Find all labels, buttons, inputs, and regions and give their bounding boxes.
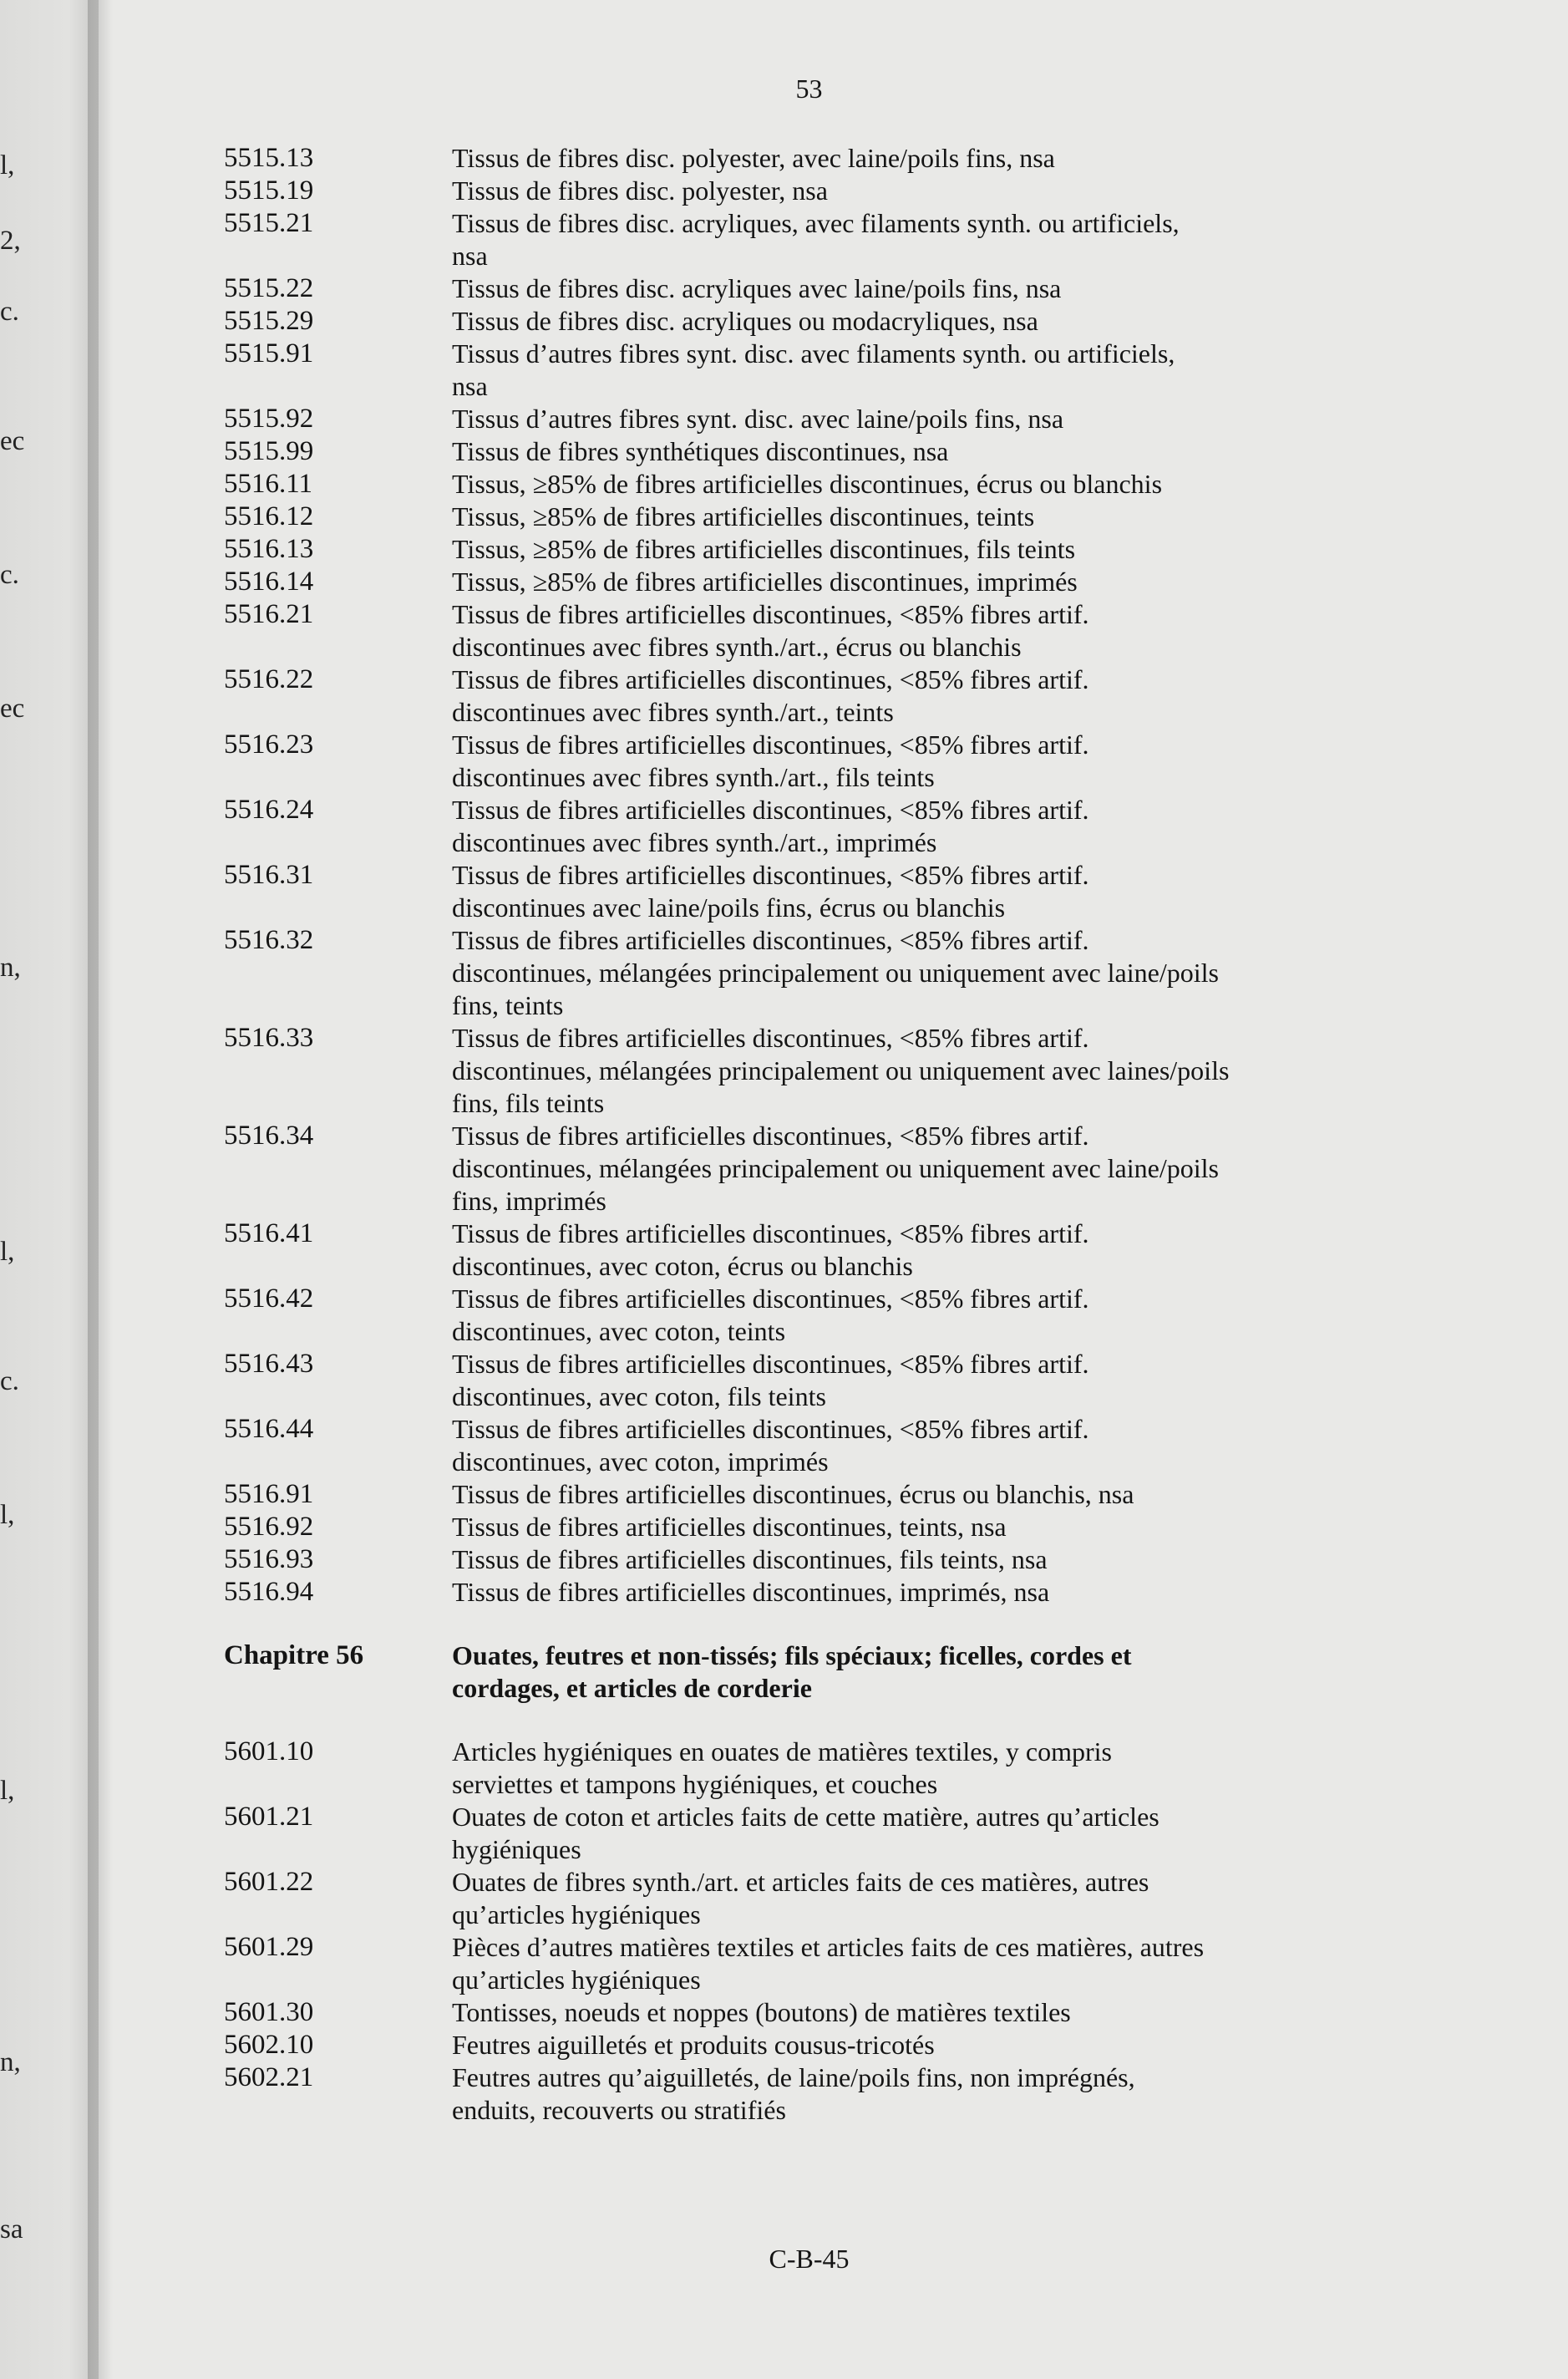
tariff-code: 5516.11: [224, 469, 313, 499]
tariff-entry: [224, 272, 1343, 305]
description-line: qu’articles hygiéniques: [452, 1965, 701, 1995]
tariff-code: 5516.31: [224, 860, 314, 890]
description-line: Tissus de fibres artificielles discontinues, <85% fibres artif.: [452, 795, 1089, 825]
tariff-entry: [224, 1478, 1343, 1511]
description-line: Tissus de fibres artificielles discontinues, <85% fibres artif.: [452, 1349, 1089, 1379]
gutter-fragment: 2,: [0, 226, 21, 256]
tariff-description: [452, 501, 1343, 533]
description-line: discontinues, avec coton, écrus ou blanchis: [452, 1251, 913, 1281]
description-line: discontinues, mélangées principalement ou uniquement avec laine/poils: [452, 1153, 1219, 1183]
description-line: Tissus de fibres artificielles discontinues, <85% fibres artif.: [452, 729, 1089, 760]
tariff-entry: [224, 2061, 1343, 2127]
tariff-entry: [224, 501, 1343, 533]
description-line: Tissus de fibres artificielles discontinues, <85% fibres artif.: [452, 599, 1089, 629]
tariff-entry: [224, 598, 1343, 663]
tariff-entry: [224, 468, 1343, 501]
tariff-code: 5516.13: [224, 534, 314, 564]
tariff-description: [452, 1022, 1343, 1120]
tariff-description: [452, 207, 1343, 272]
description-line: Tissus de fibres artificielles discontinues, <85% fibres artif.: [452, 1284, 1089, 1314]
chapter-label: Chapitre 56: [224, 1640, 364, 1670]
description-line: hygiéniques: [452, 1834, 581, 1864]
description-line: Tissus, ≥85% de fibres artificielles discontinues, imprimés: [452, 567, 1078, 597]
description-line: enduits, recouverts ou stratifiés: [452, 2095, 786, 2125]
tariff-description: [452, 859, 1343, 924]
tariff-code: 5516.41: [224, 1218, 314, 1248]
tariff-description: [452, 1348, 1343, 1413]
description-line: Tissus, ≥85% de fibres artificielles discontinues, teints: [452, 501, 1035, 531]
tariff-description: [452, 924, 1343, 1022]
description-line: serviettes et tampons hygiéniques, et couches: [452, 1769, 938, 1799]
tariff-entry: [224, 175, 1343, 207]
tariff-code: 5516.21: [224, 599, 314, 629]
tariff-description: [452, 566, 1343, 598]
page-number: 53: [795, 74, 823, 104]
tariff-code: 5516.94: [224, 1577, 314, 1607]
tariff-description: [452, 1866, 1343, 1931]
tariff-entry: [224, 2029, 1343, 2061]
tariff-description: [452, 663, 1343, 729]
tariff-code: 5515.29: [224, 306, 314, 336]
tariff-entry: [224, 338, 1343, 403]
tariff-entry: [224, 663, 1343, 729]
page-footer: C-B-45: [769, 2244, 850, 2274]
description-line: Feutres autres qu’aiguilletés, de laine/poils fins, non imprégnés,: [452, 2062, 1135, 2092]
tariff-entry: [224, 1348, 1343, 1413]
tariff-code: 5516.22: [224, 664, 314, 694]
tariff-entry: [224, 403, 1343, 435]
tariff-code: 5516.23: [224, 729, 314, 760]
description-line: Tontisses, noeuds et noppes (boutons) de matières textiles: [452, 1997, 1071, 2027]
description-line: Tissus de fibres artificielles discontinues, <85% fibres artif.: [452, 1121, 1089, 1151]
gutter-fragment: sa: [0, 2214, 23, 2244]
tariff-entry: [224, 1576, 1343, 1609]
description-line: discontinues avec laine/poils fins, écrus ou blanchis: [452, 892, 1006, 923]
description-line: discontinues, avec coton, teints: [452, 1316, 786, 1346]
tariff-code: 5601.30: [224, 1997, 314, 2027]
gutter-fragment: ec: [0, 694, 25, 724]
tariff-entry: [224, 794, 1343, 859]
chapter-heading: [224, 1639, 1343, 1705]
tariff-code: 5601.21: [224, 1802, 314, 1832]
tariff-description: [452, 598, 1343, 663]
tariff-code: 5602.10: [224, 2030, 314, 2060]
tariff-description: [452, 1283, 1343, 1348]
tariff-entry: [224, 729, 1343, 794]
tariff-entry: [224, 1543, 1343, 1576]
tariff-description: [452, 1543, 1343, 1576]
description-line: fins, imprimés: [452, 1186, 606, 1216]
tariff-description: [452, 1478, 1343, 1511]
tariff-entry: [224, 1217, 1343, 1283]
gutter-fragment: l,: [0, 150, 15, 180]
gutter-fragment: n,: [0, 2047, 21, 2077]
description-line: Tissus de fibres disc. acryliques avec laine/poils fins, nsa: [452, 273, 1062, 303]
tariff-code: 5516.44: [224, 1414, 314, 1444]
tariff-entry: [224, 305, 1343, 338]
tariff-code: 5515.21: [224, 208, 314, 238]
tariff-code: 5516.43: [224, 1349, 314, 1379]
description-line: discontinues, avec coton, imprimés: [452, 1446, 829, 1477]
tariff-entry: [224, 1120, 1343, 1217]
tariff-description: [452, 2029, 1343, 2061]
description-line: Tissus de fibres synthétiques discontinues, nsa: [452, 436, 949, 466]
tariff-entry: [224, 1866, 1343, 1931]
tariff-code: 5516.42: [224, 1284, 314, 1314]
tariff-entry: [224, 1736, 1343, 1801]
tariff-code: 5516.92: [224, 1512, 314, 1542]
description-line: cordages, et articles de corderie: [452, 1673, 812, 1703]
tariff-entry: [224, 1511, 1343, 1543]
tariff-description: [452, 1413, 1343, 1478]
tariff-code: 5515.13: [224, 143, 314, 173]
description-line: Tissus de fibres artificielles discontinues, <85% fibres artif.: [452, 860, 1089, 890]
description-line: discontinues avec fibres synth./art., écrus ou blanchis: [452, 632, 1022, 662]
description-line: Tissus de fibres artificielles discontinues, teints, nsa: [452, 1512, 1007, 1542]
description-line: Tissus de fibres disc. polyester, nsa: [452, 175, 828, 206]
tariff-code: 5515.99: [224, 436, 314, 466]
description-line: Tissus d’autres fibres synt. disc. avec laine/poils fins, nsa: [452, 404, 1064, 434]
tariff-description: [452, 1576, 1343, 1609]
tariff-description: [452, 1217, 1343, 1283]
tariff-entry-list: [224, 142, 1343, 2127]
description-line: discontinues, avec coton, fils teints: [452, 1381, 826, 1411]
description-line: Tissus, ≥85% de fibres artificielles discontinues, fils teints: [452, 534, 1076, 564]
gutter-fragment: l,: [0, 1500, 15, 1530]
description-line: Articles hygiéniques en ouates de matières textiles, y compris: [452, 1736, 1112, 1766]
gutter-fragment: l,: [0, 1776, 15, 1806]
gutter-fragment: ec: [0, 426, 25, 456]
tariff-description: [452, 338, 1343, 403]
tariff-description: [452, 403, 1343, 435]
tariff-description: [452, 1801, 1343, 1866]
tariff-entry: [224, 566, 1343, 598]
tariff-code: 5515.19: [224, 175, 314, 206]
description-line: Ouates, feutres et non-tissés; fils spéciaux; ficelles, cordes et: [452, 1640, 1132, 1670]
tariff-entry: [224, 142, 1343, 175]
tariff-code: 5516.91: [224, 1479, 314, 1509]
description-line: discontinues avec fibres synth./art., teints: [452, 697, 894, 727]
description-line: qu’articles hygiéniques: [452, 1899, 701, 1929]
gutter-fragment: c.: [0, 560, 19, 590]
description-line: Tissus d’autres fibres synt. disc. avec filaments synth. ou artificiels,: [452, 338, 1175, 369]
tariff-code: 5516.12: [224, 501, 314, 531]
tariff-code: 5515.22: [224, 273, 314, 303]
tariff-description: [452, 1996, 1343, 2029]
gutter-fragment: n,: [0, 953, 21, 983]
tariff-entry: [224, 1413, 1343, 1478]
tariff-description: [452, 435, 1343, 468]
adjacent-page-edge: [0, 0, 99, 2379]
gutter-fragment: c.: [0, 297, 19, 327]
tariff-description: [452, 1511, 1343, 1543]
tariff-description: [452, 1931, 1343, 1996]
tariff-code: 5516.34: [224, 1121, 314, 1151]
tariff-code: 5601.29: [224, 1932, 314, 1962]
tariff-entry: [224, 533, 1343, 566]
description-line: Tissus de fibres artificielles discontinues, <85% fibres artif.: [452, 1023, 1089, 1053]
tariff-entry: [224, 435, 1343, 468]
tariff-description: [452, 142, 1343, 175]
description-line: discontinues, mélangées principalement ou uniquement avec laine/poils: [452, 958, 1219, 988]
description-line: Tissus de fibres artificielles discontinues, <85% fibres artif.: [452, 1218, 1089, 1248]
description-line: Ouates de coton et articles faits de cette matière, autres qu’articles: [452, 1802, 1160, 1832]
tariff-entry: [224, 1996, 1343, 2029]
gutter-fragment: c.: [0, 1366, 19, 1396]
description-line: Pièces d’autres matières textiles et articles faits de ces matières, autres: [452, 1932, 1205, 1962]
description-line: Feutres aiguilletés et produits cousus-tricotés: [452, 2030, 935, 2060]
description-line: Tissus de fibres artificielles discontinues, <85% fibres artif.: [452, 925, 1089, 955]
tariff-description: [452, 175, 1343, 207]
description-line: Ouates de fibres synth./art. et articles faits de ces matières, autres: [452, 1867, 1149, 1897]
tariff-description: [452, 272, 1343, 305]
description-line: discontinues, mélangées principalement ou uniquement avec laines/poils: [452, 1055, 1230, 1085]
tariff-entry: [224, 924, 1343, 1022]
tariff-code: 5601.10: [224, 1736, 314, 1766]
tariff-entry: [224, 207, 1343, 272]
tariff-entry: [224, 1931, 1343, 1996]
tariff-description: [452, 2061, 1343, 2127]
description-line: Tissus de fibres artificielles discontinues, écrus ou blanchis, nsa: [452, 1479, 1134, 1509]
tariff-description: [452, 305, 1343, 338]
tariff-entry: [224, 1283, 1343, 1348]
description-line: nsa: [452, 241, 488, 271]
tariff-code: 5602.21: [224, 2062, 314, 2092]
tariff-code: 5516.14: [224, 567, 314, 597]
tariff-code: 5515.91: [224, 338, 314, 369]
tariff-description: [452, 794, 1343, 859]
description-line: Tissus de fibres artificielles discontinues, <85% fibres artif.: [452, 664, 1089, 694]
tariff-entry: [224, 1801, 1343, 1866]
tariff-code: 5516.93: [224, 1544, 314, 1574]
description-line: discontinues avec fibres synth./art., imprimés: [452, 827, 937, 857]
tariff-entry: [224, 1022, 1343, 1120]
page-fold-shadow: [88, 0, 113, 2379]
description-line: Tissus de fibres disc. acryliques, avec filaments synth. ou artificiels,: [452, 208, 1180, 238]
tariff-description: [452, 1120, 1343, 1217]
description-line: fins, fils teints: [452, 1088, 605, 1118]
tariff-code: 5515.92: [224, 404, 314, 434]
gutter-fragment: l,: [0, 1237, 15, 1267]
description-line: Tissus, ≥85% de fibres artificielles discontinues, écrus ou blanchis: [452, 469, 1163, 499]
description-line: Tissus de fibres artificielles discontinues, <85% fibres artif.: [452, 1414, 1089, 1444]
tariff-code: 5516.33: [224, 1023, 314, 1053]
tariff-description: [452, 729, 1343, 794]
description-line: Tissus de fibres disc. acryliques ou modacryliques, nsa: [452, 306, 1038, 336]
description-line: fins, teints: [452, 990, 564, 1020]
tariff-description: [452, 468, 1343, 501]
tariff-description: [452, 1736, 1343, 1801]
tariff-code: 5601.22: [224, 1867, 314, 1897]
description-line: Tissus de fibres artificielles discontinues, fils teints, nsa: [452, 1544, 1048, 1574]
description-line: discontinues avec fibres synth./art., fils teints: [452, 762, 935, 792]
tariff-entry: [224, 859, 1343, 924]
description-line: Tissus de fibres disc. polyester, avec laine/poils fins, nsa: [452, 143, 1055, 173]
description-line: Tissus de fibres artificielles discontinues, imprimés, nsa: [452, 1577, 1050, 1607]
tariff-code: 5516.32: [224, 925, 314, 955]
tariff-description: [452, 533, 1343, 566]
tariff-code: 5516.24: [224, 795, 314, 825]
chapter-title: [452, 1639, 1343, 1705]
description-line: nsa: [452, 371, 488, 401]
